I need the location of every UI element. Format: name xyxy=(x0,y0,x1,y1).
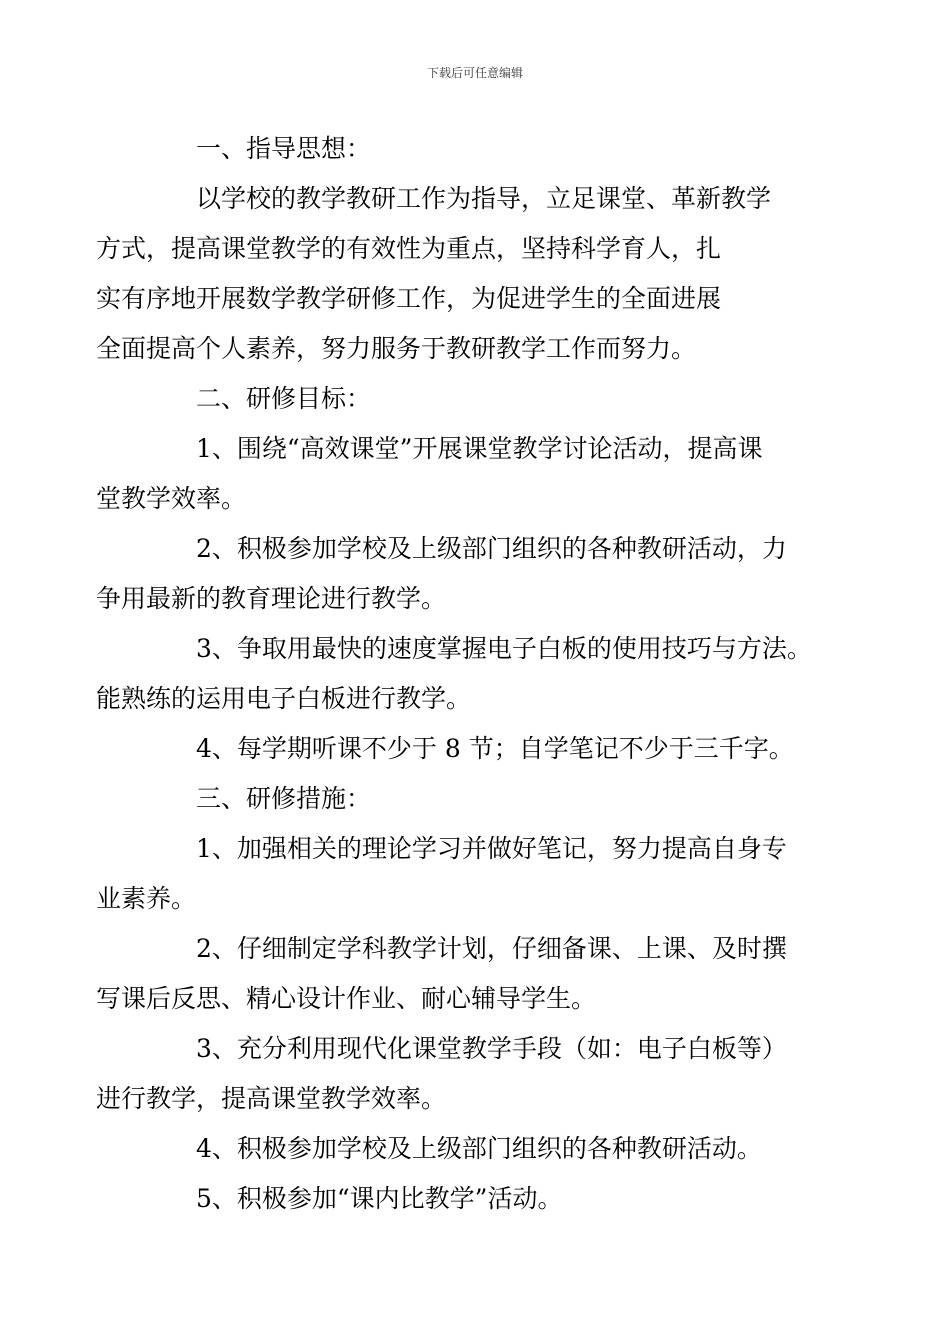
text-line: 3、争取用最快的速度掌握电子白板的使用技巧与方法。 xyxy=(196,634,812,663)
heading-study-goals xyxy=(146,374,816,424)
list-item-measure-1 xyxy=(96,824,816,924)
list-item-measure-3 xyxy=(96,1024,816,1124)
list-item-goal-2 xyxy=(96,524,816,624)
text-line: 全面提高个人素养，努力服务于教研教学工作而努力。 xyxy=(96,334,697,363)
text-line: 三、研修措施： xyxy=(196,784,372,813)
text-line: 1、加强相关的理论学习并做好笔记，努力提高自身专 xyxy=(196,834,787,863)
text-line: 1、围绕“高效课堂”开展课堂教学讨论活动，提高课 xyxy=(196,434,763,463)
text-line: 一、指导思想： xyxy=(196,134,372,163)
list-item-measure-2 xyxy=(96,924,816,1024)
paragraph-guiding-ideology xyxy=(96,174,816,374)
text-line: 堂教学效率。 xyxy=(96,484,247,513)
text-line: 争用最新的教育理论进行教学。 xyxy=(96,584,447,613)
text-line: 5、积极参加“课内比教学”活动。 xyxy=(196,1184,563,1213)
text-line: 3、充分利用现代化课堂教学手段（如：电子白板等） xyxy=(196,1034,787,1063)
text-line: 4、积极参加学校及上级部门组织的各种教研活动。 xyxy=(196,1134,762,1163)
list-item-measure-4 xyxy=(146,1124,816,1174)
list-item-goal-3 xyxy=(96,624,816,724)
heading-study-measures xyxy=(146,774,816,824)
text-line: 2、仔细制定学科教学计划，仔细备课、上课、及时撰 xyxy=(196,934,787,963)
text-line: 以学校的教学教研工作为指导，立足课堂、革新教学 xyxy=(196,184,772,213)
text-line: 2、积极参加学校及上级部门组织的各种教研活动，力 xyxy=(196,534,787,563)
text-line: 业素养。 xyxy=(96,884,197,913)
text-line: 方式，提高课堂教学的有效性为重点，坚持科学育人，扎 xyxy=(96,234,722,263)
list-item-goal-4 xyxy=(146,724,816,774)
heading-guiding-ideology xyxy=(146,124,816,174)
document-body xyxy=(96,124,816,1224)
text-line: 二、研修目标： xyxy=(196,384,372,413)
list-item-measure-5 xyxy=(146,1174,816,1224)
text-line: 能熟练的运用电子白板进行教学。 xyxy=(96,684,472,713)
text-line: 进行教学，提高课堂教学效率。 xyxy=(96,1084,447,1113)
text-line: 写课后反思、精心设计作业、耐心辅导学生。 xyxy=(96,984,597,1013)
list-item-goal-1 xyxy=(96,424,816,524)
page-header: 下载后可任意编辑 xyxy=(426,66,523,80)
text-line: 4、每学期听课不少于 8 节；自学笔记不少于三千字。 xyxy=(196,734,794,763)
text-line: 实有序地开展数学教学研修工作，为促进学生的全面进展 xyxy=(96,284,722,313)
